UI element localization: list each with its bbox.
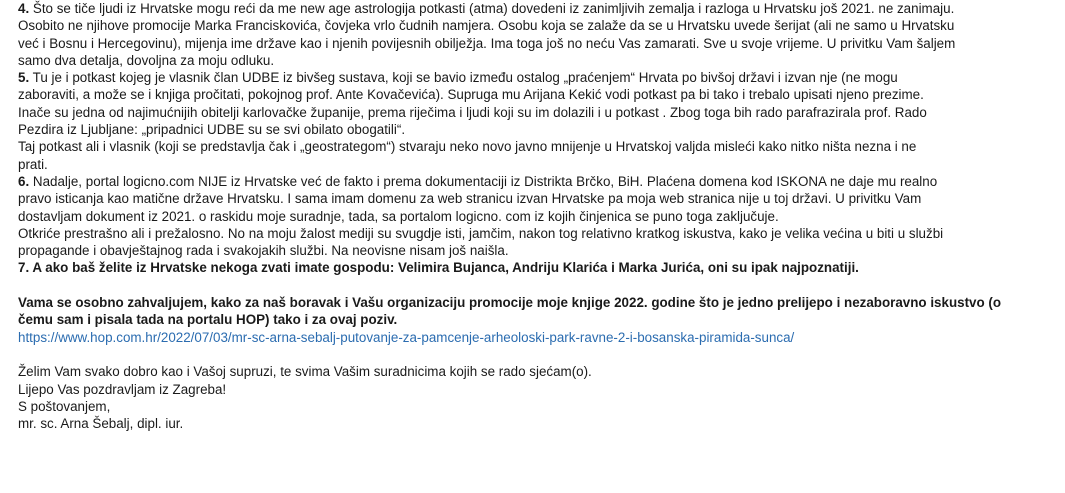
spacer <box>18 346 1058 363</box>
paragraph-7: 7. A ako baš želite iz Hrvatske nekoga zvati imate gospodu: Velimira Bujanca, Andriju Klarića i Marka Jurića, oni su ipak najpoznatiji. <box>18 260 859 276</box>
paragraph-6-number: 6. <box>18 173 30 189</box>
email-body <box>18 0 1058 432</box>
closing-wishes: Želim Vam svako dobro kao i Vašoj supruzi, te svima Vašim suradnicima kojih se rado sjećam(o). <box>18 364 592 380</box>
paragraph-5-line-1 <box>18 69 1058 86</box>
paragraph-6-line-5: propagande i obavještajnog rada i svakojakih službi. Na neovisne nisam još naišla. <box>18 243 509 259</box>
paragraph-4-line-1 <box>18 0 1058 17</box>
paragraph-6-line-2: pravo isticanja kao matične države Hrvatsku. I sama imam domenu za web stranicu izvan Hrvatske pa moja web stranica nije u toj državi. U privitku Vam <box>18 191 922 207</box>
paragraph-5-number: 5. <box>18 70 30 86</box>
paragraph-6-text-1: Nadalje, portal logicno.com NIJE iz Hrvatske već de fakto i prema dokumentaciji iz Distrikta Brčko, BiH. Plaćena domena kod ISKONA ne daje mu realno <box>29 173 938 189</box>
spacer <box>18 277 1058 294</box>
closing-greeting: Lijepo Vas pozdravljam iz Zagreba! <box>18 381 227 397</box>
paragraph-5-line-2: zaboraviti, a može se i knjiga pročitati, pokojnog prof. Ante Kovačevića). Supruga mu Arijana Kekić vodi potkast pa bi tako i trebalo upisati njeno prezime. <box>18 87 924 103</box>
paragraph-4-number: 4. <box>18 1 30 16</box>
paragraph-4-line-2: Osobito ne njihove promocije Marka Franciskovića, čovjeka vrlo čudnih namjera. Osobu koja se zalaže da se u Hrvatsku uvede šerijat (ali ne samo u Hrvatsku <box>18 18 955 34</box>
paragraph-5-line-5: Taj potkast ali i vlasnik (koji se predstavlja čak i „geostrategom“) stvaraju neko novo javno mnijenje u Hrvatskoj valjda misleći kako nitko ništa nezna i ne <box>18 139 917 155</box>
hop-article-link[interactable]: https://www.hop.com.hr/2022/07/03/mr-sc-arna-sebalj-putovanje-za-pamcenje-arheoloski-park-ravne-2-i-bosanska-piramida-sunca/ <box>18 329 795 345</box>
hop-link-line <box>18 329 1058 346</box>
paragraph-4-line-3: već i Bosnu i Hercegovinu), mijenja ime države kao i njenih povijesnih obilježja. Ima toga još no neću Vas zamarati. Sve u svoje vrijeme. U privitku Vam šaljem <box>18 35 956 51</box>
paragraph-4-text-1: Što se tiče ljudi iz Hrvatske mogu reći da me new age astrologija potkasti (atma) dovedeni iz zanimljivih zemalja i razloga u Hrvatsku još 2021. ne zanimaju. <box>29 1 955 16</box>
paragraph-6-line-1 <box>18 173 1058 190</box>
paragraph-5-line-4: Pezdira iz Ljubljane: „pripadnici UDBE su se svi obilato obogatili“. <box>18 122 406 138</box>
thanks-line-1: Vama se osobno zahvaljujem, kako za naš boravak i Vašu organizaciju promocije moje knjige 2022. godine što je jedno prelijepo i nezaboravno iskustvo (o <box>18 295 1002 311</box>
paragraph-5-line-3: Inače su jedna od najimućnijih obitelji karlovačke županije, prema riječima i ljudi koji su im dolazili i u potkast . Zbog toga bih rado parafrazirala prof. Rado <box>18 104 927 120</box>
paragraph-6-line-3: dostavljam dokument iz 2021. o raskidu moje suradnje, tada, sa portalom logicno. com iz kojih činjenica se puno toga zaključuje. <box>18 208 779 224</box>
paragraph-5-text-1: Tu je i potkast kojeg je vlasnik član UDBE iz bivšeg sustava, koji se bavio između ostalog „praćenjem“ Hrvata po bivšoj državi i izvan nje (ne mogu <box>29 70 898 86</box>
paragraph-5-line-6: prati. <box>18 156 48 172</box>
closing-regards: S poštovanjem, <box>18 398 111 414</box>
paragraph-6-line-4: Otkriće prestrašno ali i prežalosno. No na moju žalost mediji su svugdje isti, jamčim, nakon tog relativno kratkog iskustva, kako je velika većina u biti u službi <box>18 225 944 241</box>
signature-name: mr. sc. Arna Šebalj, dipl. iur. <box>18 416 184 432</box>
thanks-line-2: čemu sam i pisala tada na portalu HOP) tako i za ovaj poziv. <box>18 312 398 328</box>
paragraph-4-line-4: samo dva detalja, dovoljna za moju odluku. <box>18 52 275 68</box>
